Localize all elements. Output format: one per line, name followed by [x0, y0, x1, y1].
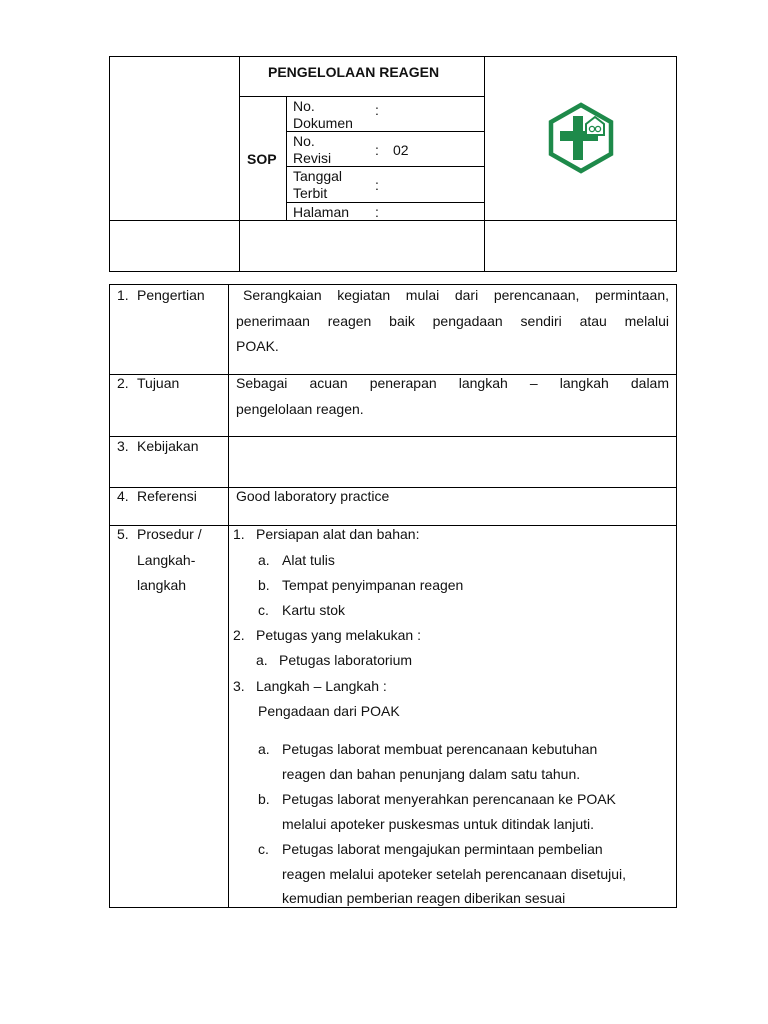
row-number: 5. [117, 526, 129, 542]
row-label: Pengertian [137, 287, 205, 303]
content-top-border [109, 284, 677, 285]
row-label-line-3: langkah [137, 577, 187, 593]
field-label-halaman: Halaman [293, 204, 350, 220]
header-col-divider-2 [484, 56, 485, 272]
sop-label: SOP [247, 151, 277, 167]
field-value-no-revisi: 02 [393, 142, 409, 158]
row-label: Tujuan [137, 375, 180, 391]
substep-text-line-1: Petugas laborat menyerahkan perencanaan ke POAK [282, 791, 616, 807]
substep-letter: a. [258, 741, 270, 757]
substep-text: Tempat penyimpanan reagen [282, 577, 464, 593]
health-logo-icon [546, 102, 616, 174]
row-number: 4. [117, 488, 129, 504]
step-text: Petugas yang melakukan : [256, 627, 421, 643]
field-label-no-dokumen-1: No. [293, 98, 315, 114]
header-bottom-border [109, 271, 677, 272]
field-colon-no-revisi: : [375, 142, 379, 158]
field-label-tanggal-terbit-1: Tanggal [293, 168, 343, 184]
substep-text-line-1: Petugas laborat mengajukan permintaan pembelian [282, 841, 603, 857]
substep-text-line-2: reagen melalui apoteker setelah perencanaan disetujui, [282, 866, 627, 882]
substep-letter: b. [258, 577, 270, 593]
row-divider-2 [109, 436, 677, 437]
row-label: Kebijakan [137, 438, 199, 454]
step-text: Persiapan alat dan bahan: [256, 526, 420, 542]
document-title: PENGELOLAAN REAGEN [268, 64, 440, 80]
row-label-line-1: Prosedur / [137, 526, 202, 542]
field-divider-1 [286, 131, 485, 132]
header-col-divider-1 [239, 56, 240, 272]
step-number: 1. [233, 526, 245, 542]
row-number: 1. [117, 287, 129, 303]
pengertian-line-1: Serangkaian kegiatan mulai dari perencanaan, permintaan, [243, 287, 669, 303]
field-label-tanggal-terbit-2: Terbit [293, 185, 328, 201]
tujuan-line-2: pengelolaan reagen. [236, 401, 364, 417]
substep-text: Petugas laboratorium [279, 652, 413, 668]
pengertian-line-3: POAK. [236, 338, 279, 354]
substep-text-line-2: reagen dan bahan penunjang dalam satu tahun. [282, 766, 581, 782]
substep-text-line-1: Petugas laborat membuat perencanaan kebutuhan [282, 741, 598, 757]
header-mid-border [109, 220, 677, 221]
substep-text: Kartu stok [282, 602, 346, 618]
substep-letter: c. [258, 841, 269, 857]
content-bottom-border [109, 907, 677, 908]
pengertian-line-2: penerimaan reagen baik pengadaan sendiri atau melalui [236, 313, 669, 329]
tujuan-line-1: Sebagai acuan penerapan langkah – langkah dalam [236, 375, 669, 391]
field-divider-2 [286, 166, 485, 167]
field-colon-tanggal-terbit: : [375, 177, 379, 193]
title-bottom-border [239, 96, 485, 97]
content-col-divider [228, 284, 229, 908]
field-label-no-revisi-1: No. [293, 133, 315, 149]
substep-letter: a. [256, 652, 268, 668]
content-right-border [676, 284, 677, 908]
header-right-border [676, 56, 677, 272]
subheading-pengadaan: Pengadaan dari POAK [258, 703, 400, 719]
row-number: 2. [117, 375, 129, 391]
substep-letter: c. [258, 602, 269, 618]
step-number: 2. [233, 627, 245, 643]
field-colon-no-dokumen: : [375, 102, 379, 118]
substep-text-line-3: kemudian pemberian reagen diberikan sesuai [282, 890, 566, 906]
row-number: 3. [117, 438, 129, 454]
substep-letter: a. [258, 552, 270, 568]
referensi-text: Good laboratory practice [236, 488, 390, 504]
field-colon-halaman: : [375, 204, 379, 220]
step-text: Langkah – Langkah : [256, 678, 387, 694]
content-left-border [109, 284, 110, 908]
substep-text-line-2: melalui apoteker puskesmas untuk ditindak lanjuti. [282, 816, 595, 832]
substep-letter: b. [258, 791, 270, 807]
header-top-border [109, 56, 677, 57]
substep-text: Alat tulis [282, 552, 335, 568]
field-divider-3 [286, 202, 485, 203]
row-label: Referensi [137, 488, 197, 504]
row-label-line-2: Langkah- [137, 552, 196, 568]
field-label-no-dokumen-2: Dokumen [293, 115, 353, 131]
field-label-no-revisi-2: Revisi [293, 150, 332, 166]
step-number: 3. [233, 678, 245, 694]
header-left-border [109, 56, 110, 272]
